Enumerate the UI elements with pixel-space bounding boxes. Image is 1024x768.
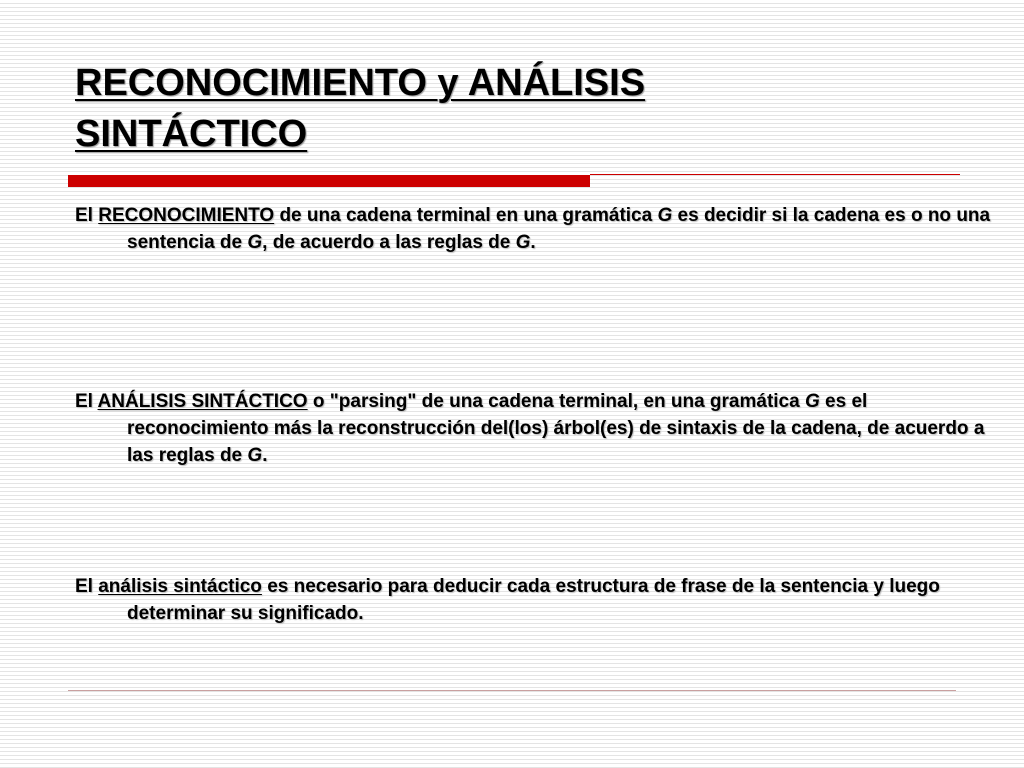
paragraph-text: es el reconocimiento más la reconstrucción del(los) árbol(es) de sintaxis de la cadena, de acuerdo a las reglas de [127,391,985,466]
title-divider-thin-line [590,174,960,175]
paragraph-analisis-sintactico [75,388,997,469]
paragraph-lead: El [75,205,99,226]
paragraph-necesidad [75,573,997,627]
paragraph-text: . [530,232,536,253]
paragraph-text: es necesario para deducir cada estructura de frase de la sentencia y luego determinar su significado. [127,576,940,624]
term-analisis-sintactico-lower: análisis sintáctico [98,576,262,597]
grammar-variable: G [247,445,263,466]
term-reconocimiento: RECONOCIMIENTO [98,205,275,226]
slide-title [75,58,955,160]
paragraph-text: . [262,445,268,466]
paragraph-text: de una cadena terminal en una gramática [274,205,658,226]
paragraph-lead: El [75,391,98,412]
paragraph-text: , de acuerdo a las reglas de [262,232,516,253]
title-line-1: RECONOCIMIENTO y ANÁLISIS [75,62,646,104]
paragraph-reconocimiento [75,202,997,256]
footer-divider [68,690,956,691]
grammar-variable: G [804,391,820,412]
paragraph-text: es decidir si la cadena es o no una sentencia de [127,205,991,253]
paragraph-lead: El [75,576,99,597]
grammar-variable: G [657,205,673,226]
term-analisis-sintactico: ANÁLISIS SINTÁCTICO [97,391,308,412]
grammar-variable: G [515,232,531,253]
title-divider-red-bar [68,175,590,187]
title-divider [68,174,960,188]
paragraph-text: o "parsing" de una cadena terminal, en una gramática [307,391,805,412]
title-line-2: SINTÁCTICO [75,113,308,155]
grammar-variable: G [247,232,263,253]
